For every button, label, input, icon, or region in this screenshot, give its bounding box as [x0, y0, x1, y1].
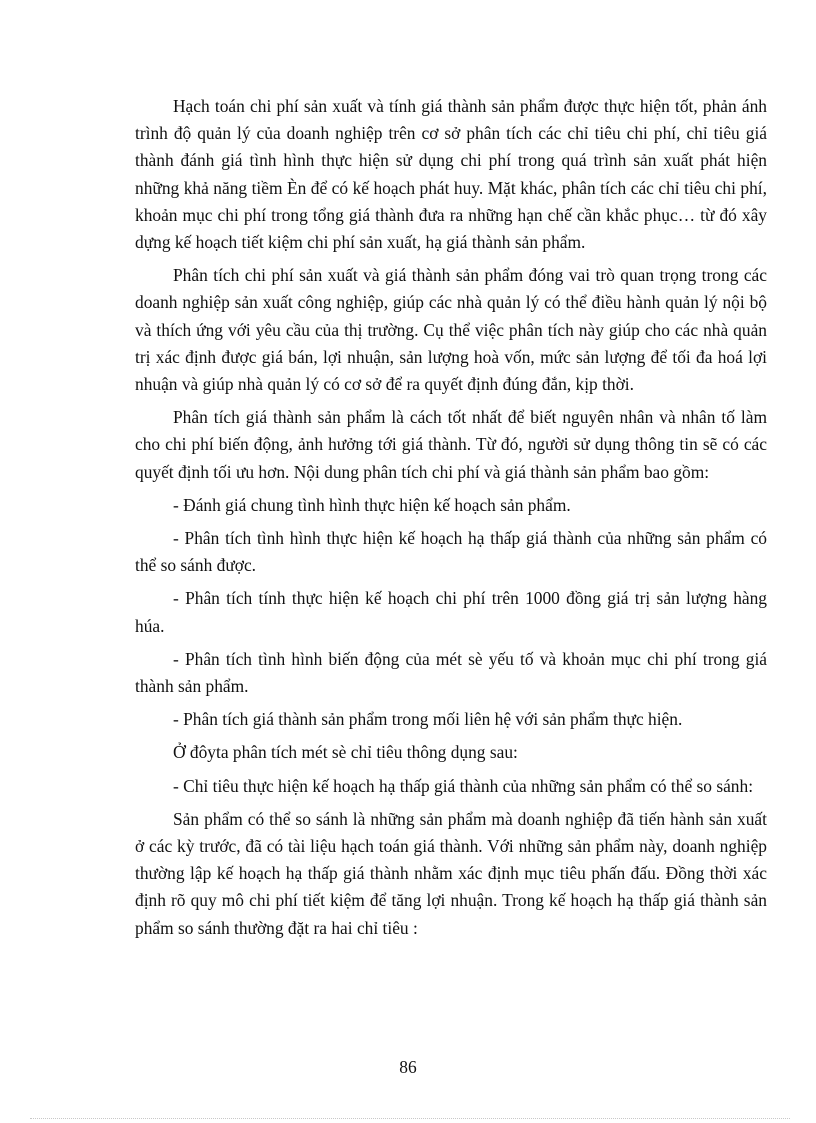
- page-bottom-divider: [30, 1118, 790, 1119]
- paragraph-price-analysis: Phân tích giá thành sản phẩm là cách tốt nhất để biết nguyên nhân và nhân tố làm cho chi phí biến động, ảnh hưởng tới giá thành. Từ đó, người sử dụng thông tin sẽ có các quyết định tối ưu hơn. Nội dung phân tích chi phí và giá thành sản phẩm bao gồm:: [135, 407, 767, 482]
- list-item: - Chỉ tiêu thực hiện kế hoạch hạ thấp giá thành của những sản phẩm có thể so sánh:: [173, 775, 754, 796]
- page-number: 86: [399, 1057, 417, 1077]
- body-text: [135, 93, 767, 948]
- list-item: - Đánh giá chung tình hình thực hiện kế hoạch sản phẩm.: [173, 494, 571, 515]
- paragraph-cost-accounting: Hạch toán chi phí sản xuất và tính giá thành sản phẩm được thực hiện tốt, phản ánh trình độ quản lý của doanh nghiệp trên cơ sở phân tích các chỉ tiêu chi phí, chỉ tiêu giá thành đánh giá tình hình thực hiện sử dụng chi phí trong quá trình sản xuất phát hiện những khả năng tiềm Èn để có kế hoạch phát huy. Mặt khác, phân tích các chỉ tiêu chi phí, khoản mục chi phí trong tổng giá thành đưa ra những hạn chế cần khắc phục… từ đó xây dựng kế hoạch tiết kiệm chi phí sản xuất, hạ giá thành sản phẩm.: [135, 96, 767, 253]
- paragraph-comparable-products: Sản phẩm có thể so sánh là những sản phẩm mà doanh nghiệp đã tiến hành sản xuất ở các kỳ trước, đã có tài liệu hạch toán giá thành. Với những sản phẩm này, doanh nghiệp thường lập kế hoạch hạ thấp giá thành nhằm xác định mục tiêu phấn đấu. Đồng thời xác định rõ quy mô chi phí tiết kiệm để tăng lợi nhuận. Trong kế hoạch hạ thấp giá thành sản phẩm so sánh thường đặt ra hai chỉ tiêu :: [135, 808, 767, 938]
- list-item: - Phân tích tình hình thực hiện kế hoạch hạ thấp giá thành của những sản phẩm có thể so sánh được.: [135, 528, 767, 576]
- paragraph-intro-indicators: Ở đôyta phân tích mét sè chỉ tiêu thông dụng sau:: [173, 742, 518, 763]
- list-item: - Phân tích tình hình biến động của mét sè yếu tố và khoản mục chi phí trong giá thành sản phẩm.: [135, 648, 767, 697]
- list-item: - Phân tích tính thực hiện kế hoạch chi phí trên 1000 đồng giá trị sản lượng hàng húa.: [135, 588, 767, 636]
- paragraph-cost-analysis-role: Phân tích chi phí sản xuất và giá thành sản phẩm đóng vai trò quan trọng trong các doanh nghiệp sản xuất công nghiệp, giúp các nhà quản lý có thể điều hành quản lý nội bộ và thích ứng với yêu cầu của thị trường. Cụ thể việc phân tích này giúp cho các nhà quản trị xác định được giá bán, lợi nhuận, sản lượng hoà vốn, mức sản lượng để tối đa hoá lợi nhuận và giúp nhà quản lý có cơ sở để ra quyết định đúng đắn, kịp thời.: [135, 265, 767, 395]
- list-item: - Phân tích giá thành sản phẩm trong mối liên hệ với sản phẩm thực hiện.: [173, 709, 683, 730]
